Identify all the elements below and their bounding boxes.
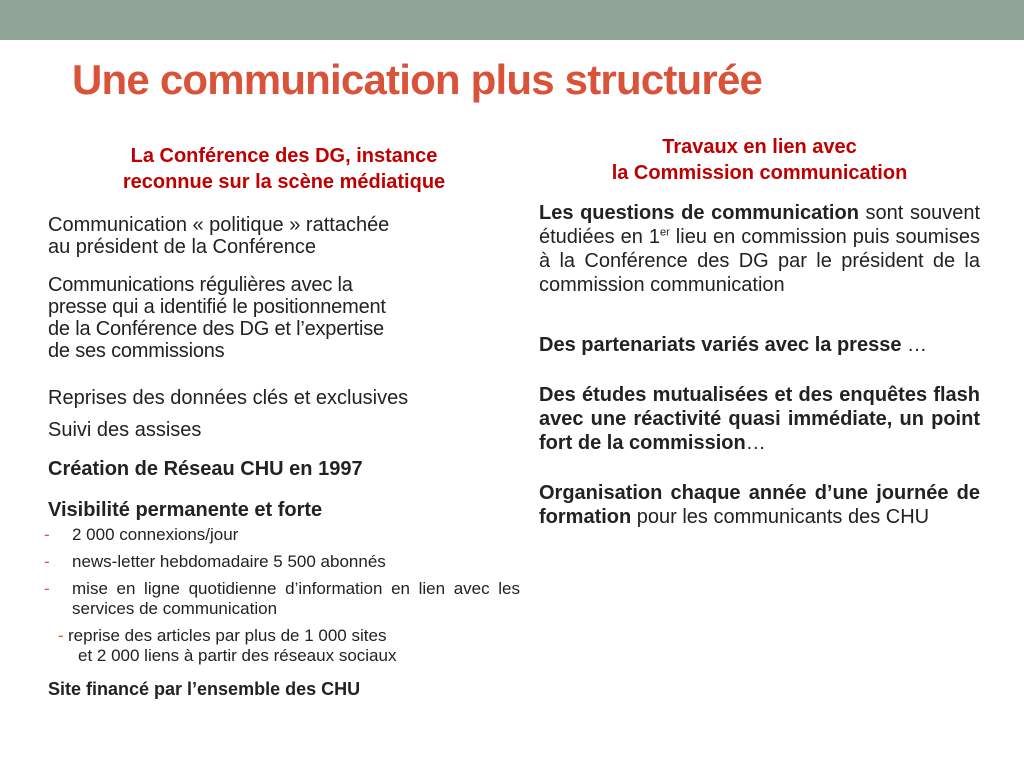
slide-title: Une communication plus structurée [72, 56, 763, 103]
studies-surveys-text: Des études mutualisées et des enquêtes flash avec une réactivité quasi immédiate, un point fort de la commission… [539, 384, 980, 454]
data-reprise-text: Reprises des données clés et exclusives Suivi des assises [48, 387, 409, 441]
press-partnerships-text: Des partenariats variés avec la presse … [539, 334, 928, 356]
dash-icon: - [44, 552, 50, 571]
list-item: - reprise des articles par plus de 1 000 sites et 2 000 liens à partir des réseaux sociaux [58, 626, 397, 665]
site-funding-text: Site financé par l’ensemble des CHU [48, 679, 361, 699]
dash-icon: - [44, 579, 50, 598]
heading-line: Travaux en lien avec [662, 136, 857, 158]
left-column-heading [48, 143, 520, 195]
heading-line: la Commission communication [611, 162, 908, 184]
visibility-bullet-list [44, 525, 520, 666]
reseau-chu-creation-text: Création de Réseau CHU en 1997 [48, 458, 363, 480]
visibility-text: Visibilité permanente et forte [48, 499, 323, 521]
dash-icon: - [58, 626, 64, 645]
press-communication-text: Communications régulières avec la presse qui a identifié le positionnement de la Conférence des DG et l’expertise de ses commissions [48, 274, 386, 362]
dash-icon: - [44, 525, 50, 544]
training-day-text: Organisation chaque année d’une journée de formation pour les communicants des CHU [539, 482, 980, 528]
political-communication-text: Communication « politique » rattachée au président de la Conférence [48, 214, 390, 258]
heading-line: reconnue sur la scène médiatique [122, 171, 446, 193]
list-item: - 2 000 connexions/jour [44, 525, 239, 544]
heading-line: La Conférence des DG, instance [130, 145, 438, 167]
list-item: - mise en ligne quotidienne d’information en lien avec les services de communication [44, 579, 520, 618]
right-column-heading [539, 134, 980, 186]
list-item: - news-letter hebdomadaire 5 500 abonnés [44, 552, 386, 571]
communication-questions-text: Les questions de communication sont souvent étudiées en 1er lieu en commission puis soumises à la Conférence des DG par le président de la commission communication [539, 202, 980, 296]
left-column [44, 143, 520, 700]
right-column [539, 134, 980, 529]
top-banner [0, 0, 1024, 40]
